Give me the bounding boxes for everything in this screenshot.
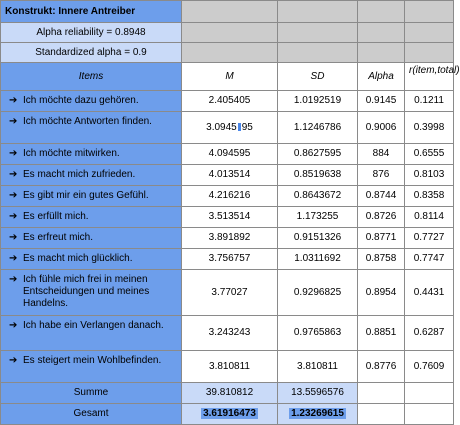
table-row xyxy=(1,144,454,165)
construct-title-cell[interactable]: Konstrukt: Innere Antreiber xyxy=(1,1,182,23)
empty-cell[interactable] xyxy=(405,43,454,63)
item-cell[interactable] xyxy=(1,144,182,165)
sd-value-cell[interactable]: 0.9296825 xyxy=(278,270,358,316)
alpha-value-cell[interactable]: 0.8771 xyxy=(358,228,405,249)
arrow-right-icon: ➔ xyxy=(9,211,18,222)
m-value-cell[interactable]: 4.013514 xyxy=(182,165,278,186)
table-row xyxy=(1,316,454,351)
summe-sd-cell[interactable]: 13.5596576 xyxy=(278,383,358,404)
alpha-value-cell[interactable]: 884 xyxy=(358,144,405,165)
r-value-cell[interactable]: 0.7747 xyxy=(405,249,454,270)
table-row xyxy=(1,270,454,316)
table-row xyxy=(1,91,454,112)
item-label: Ich möchte dazu gehören. xyxy=(23,95,139,106)
r-value-cell[interactable]: 0.3998 xyxy=(405,112,454,144)
r-value-cell[interactable]: 0.6287 xyxy=(405,316,454,351)
alpha-reliability-cell[interactable]: Alpha reliability = 0.8948 xyxy=(1,23,182,43)
r-value-cell[interactable]: 0.1211 xyxy=(405,91,454,112)
r-value-cell[interactable]: 0.8103 xyxy=(405,165,454,186)
sd-value-cell[interactable]: 1.0311692 xyxy=(278,249,358,270)
standardized-alpha-row xyxy=(1,43,454,63)
item-label: Es erfüllt mich. xyxy=(23,211,89,222)
sd-value-cell[interactable]: 0.9151326 xyxy=(278,228,358,249)
r-value-cell[interactable]: 0.8358 xyxy=(405,186,454,207)
arrow-right-icon: ➔ xyxy=(9,274,18,285)
arrow-right-icon: ➔ xyxy=(9,190,18,201)
item-cell[interactable] xyxy=(1,228,182,249)
arrow-right-icon: ➔ xyxy=(9,116,18,127)
sd-value-cell[interactable]: 0.9765863 xyxy=(278,316,358,351)
item-label: Ich möchte mitwirken. xyxy=(23,148,120,159)
summe-label-cell[interactable]: Summe xyxy=(1,383,182,404)
gesamt-sd-cell[interactable] xyxy=(278,404,358,425)
item-cell[interactable] xyxy=(1,270,182,316)
header-sd[interactable]: SD xyxy=(278,63,358,91)
r-value-cell[interactable]: 0.8114 xyxy=(405,207,454,228)
r-value-cell[interactable]: 0.6555 xyxy=(405,144,454,165)
m-value-cell[interactable]: 2.405405 xyxy=(182,91,278,112)
sd-value-cell[interactable]: 1.173255 xyxy=(278,207,358,228)
gesamt-m-cell[interactable] xyxy=(182,404,278,425)
m-value-after-cursor: 95 xyxy=(241,121,253,133)
m-value-cell[interactable]: 4.216216 xyxy=(182,186,278,207)
header-alpha[interactable]: Alpha xyxy=(358,63,405,91)
item-label: Ich fühle mich frei in meinen Entscheidungen und meines Handelns. xyxy=(23,274,150,309)
r-value-cell[interactable]: 0.4431 xyxy=(405,270,454,316)
table-row xyxy=(1,186,454,207)
empty-cell[interactable] xyxy=(278,23,358,43)
sd-value-cell[interactable]: 0.8643672 xyxy=(278,186,358,207)
gesamt-row xyxy=(1,404,454,425)
m-value-cell[interactable]: 3.891892 xyxy=(182,228,278,249)
empty-cell[interactable] xyxy=(278,1,358,23)
empty-cell[interactable] xyxy=(182,23,278,43)
header-items[interactable]: Items xyxy=(1,63,182,91)
m-value-cell[interactable]: 3.243243 xyxy=(182,316,278,351)
r-value-cell[interactable]: 0.7609 xyxy=(405,351,454,383)
sd-value-cell[interactable]: 0.8519638 xyxy=(278,165,358,186)
empty-cell[interactable] xyxy=(358,1,405,23)
r-value-cell[interactable]: 0.7727 xyxy=(405,228,454,249)
summe-m-cell[interactable]: 39.810812 xyxy=(182,383,278,404)
item-label: Es macht mich zufrieden. xyxy=(23,169,136,180)
m-value-cell[interactable]: 3.756757 xyxy=(182,249,278,270)
sd-value-cell[interactable]: 3.810811 xyxy=(278,351,358,383)
item-label: Es gibt mir ein gutes Gefühl. xyxy=(23,190,149,201)
table-row xyxy=(1,165,454,186)
construct-title-row xyxy=(1,1,454,23)
arrow-right-icon: ➔ xyxy=(9,232,18,243)
table-row xyxy=(1,112,454,144)
empty-cell[interactable] xyxy=(358,43,405,63)
m-value-cell[interactable] xyxy=(182,112,278,144)
sd-value-cell[interactable]: 1.0192519 xyxy=(278,91,358,112)
item-cell[interactable] xyxy=(1,351,182,383)
sd-value-cell[interactable]: 1.1246786 xyxy=(278,112,358,144)
arrow-right-icon: ➔ xyxy=(9,355,18,366)
text-cursor-icon xyxy=(238,123,241,131)
alpha-value-cell[interactable]: 0.9006 xyxy=(358,112,405,144)
standardized-alpha-cell[interactable]: Standardized alpha = 0.9 xyxy=(1,43,182,63)
item-cell[interactable] xyxy=(1,112,182,144)
empty-cell[interactable] xyxy=(182,43,278,63)
gesamt-m-value: 3.61916473 xyxy=(203,408,256,419)
item-cell[interactable] xyxy=(1,207,182,228)
empty-cell[interactable] xyxy=(405,23,454,43)
table-row xyxy=(1,228,454,249)
alpha-value-cell[interactable]: 0.8851 xyxy=(358,316,405,351)
item-cell[interactable] xyxy=(1,249,182,270)
summe-row xyxy=(1,383,454,404)
m-value-cell[interactable]: 3.77027 xyxy=(182,270,278,316)
item-cell[interactable] xyxy=(1,165,182,186)
arrow-right-icon: ➔ xyxy=(9,253,18,264)
empty-cell[interactable] xyxy=(405,1,454,23)
gesamt-sd-value: 1.23269615 xyxy=(291,408,344,419)
alpha-value-cell[interactable]: 0.8954 xyxy=(358,270,405,316)
item-label: Es steigert mein Wohlbefinden. xyxy=(23,355,162,366)
item-label: Es macht mich glücklich. xyxy=(23,253,133,264)
item-cell[interactable] xyxy=(1,316,182,351)
alpha-reliability-row xyxy=(1,23,454,43)
gesamt-label-cell[interactable]: Gesamt xyxy=(1,404,182,425)
item-label: Es erfreut mich. xyxy=(23,232,94,243)
alpha-value-cell[interactable]: 876 xyxy=(358,165,405,186)
table-row xyxy=(1,249,454,270)
item-cell[interactable] xyxy=(1,186,182,207)
table-row xyxy=(1,351,454,383)
alpha-value-cell[interactable]: 0.8758 xyxy=(358,249,405,270)
alpha-value-cell[interactable]: 0.9145 xyxy=(358,91,405,112)
alpha-value-cell[interactable]: 0.8744 xyxy=(358,186,405,207)
item-cell[interactable] xyxy=(1,91,182,112)
alpha-value-cell[interactable]: 0.8776 xyxy=(358,351,405,383)
empty-cell[interactable] xyxy=(278,43,358,63)
alpha-value-cell[interactable]: 0.8726 xyxy=(358,207,405,228)
header-row xyxy=(1,63,454,91)
item-label: Ich möchte Antworten finden. xyxy=(23,116,152,127)
m-value-cell[interactable]: 3.513514 xyxy=(182,207,278,228)
empty-cell[interactable] xyxy=(358,404,405,425)
empty-cell[interactable] xyxy=(358,23,405,43)
m-value-cell[interactable]: 3.810811 xyxy=(182,351,278,383)
table-row xyxy=(1,207,454,228)
header-m[interactable]: M xyxy=(182,63,278,91)
arrow-right-icon: ➔ xyxy=(9,320,18,331)
arrow-right-icon: ➔ xyxy=(9,95,18,106)
item-label: Ich habe ein Verlangen danach. xyxy=(23,320,164,331)
empty-cell[interactable] xyxy=(405,404,454,425)
m-value-cell[interactable]: 4.094595 xyxy=(182,144,278,165)
m-value-before-cursor: 3.0945 xyxy=(206,121,237,133)
empty-cell[interactable] xyxy=(405,383,454,404)
header-r-item-total[interactable]: r(item,total) xyxy=(405,63,454,91)
arrow-right-icon: ➔ xyxy=(9,169,18,180)
sd-value-cell[interactable]: 0.8627595 xyxy=(278,144,358,165)
empty-cell[interactable] xyxy=(182,1,278,23)
empty-cell[interactable] xyxy=(358,383,405,404)
arrow-right-icon: ➔ xyxy=(9,148,18,159)
